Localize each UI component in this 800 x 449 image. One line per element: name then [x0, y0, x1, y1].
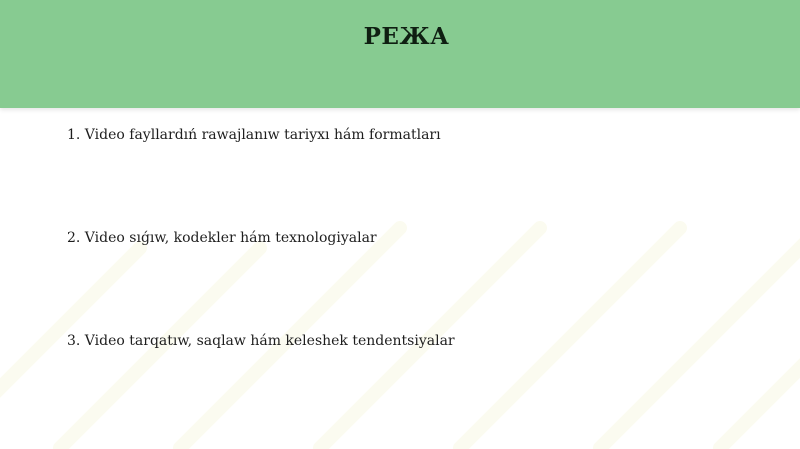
title-banner: [0, 0, 800, 108]
plan-item-3: 3. Video tarqatıw, saqlaw hám keleshek tendentsiyalar: [67, 333, 455, 349]
slide-title: РЕЖА: [363, 23, 450, 50]
plan-item-1: 1. Video fayllardıń rawajlanıw tariyxı hám formatları: [67, 127, 441, 143]
plan-item-2: 2. Video sıǵıw, kodekler hám texnologiyalar: [67, 230, 377, 246]
background-pattern: [0, 108, 800, 449]
